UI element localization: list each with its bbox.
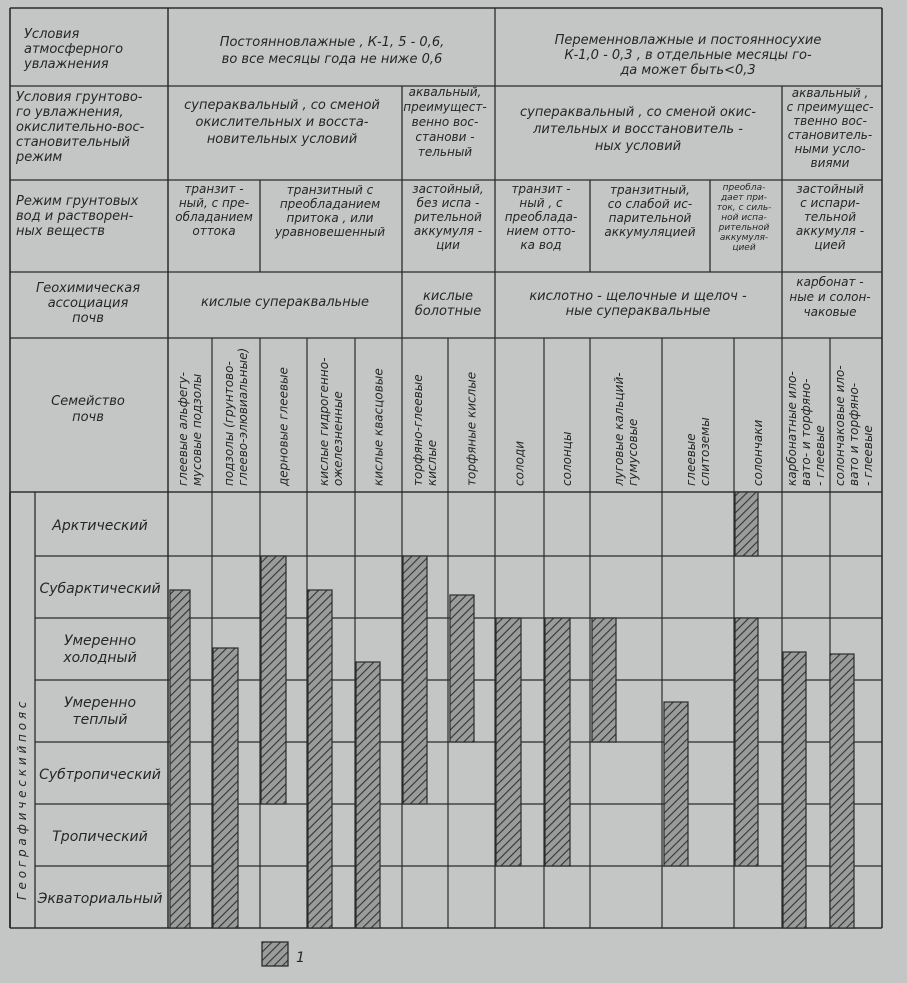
row3-c7-line: тельной xyxy=(803,210,857,224)
row3-c7 xyxy=(796,182,864,252)
row1-group-b-line: да может быть<0,3 xyxy=(620,63,756,78)
family-name-2-line-0: дерновые глеевые xyxy=(276,367,291,486)
row5-label-line: Семейство xyxy=(51,394,125,409)
row3-c2-line: преобладанием xyxy=(279,197,381,211)
family-name-7-line-0: солоди xyxy=(512,440,527,486)
row3-c2-line: транзитный с xyxy=(286,183,374,197)
row2-aqual-a-line: станови - xyxy=(415,130,475,144)
row3-c2-line: притока , или xyxy=(286,211,374,225)
row3-c5 xyxy=(604,183,695,239)
belt-2-line: Умеренно xyxy=(63,633,137,649)
belt-3-line: Умеренно xyxy=(63,695,137,711)
row3-c7-line: цией xyxy=(814,238,846,252)
belt-5 xyxy=(52,829,148,845)
row2-aqual-b-line: виями xyxy=(810,156,850,170)
row2-suphraqual-a-line: новительных условий xyxy=(206,132,358,147)
family-name-0-line-0: глеевые альфегу- xyxy=(176,372,190,486)
row2-label-line: окислительно-вос- xyxy=(16,120,145,135)
row3-c6 xyxy=(717,183,772,253)
row2-suphraqual-b-line: лительных и восстановитель - xyxy=(533,122,743,137)
row1-label-line: атмосферного xyxy=(24,42,124,57)
row5-label-line: почв xyxy=(72,410,104,425)
row4-c3-line: кислотно - щелочные и щелоч - xyxy=(529,289,747,304)
row4-c3-line: ные суперaквальные xyxy=(565,304,711,319)
row4-label xyxy=(36,281,140,326)
row1-label xyxy=(23,27,123,72)
row3-label-line: Режим грунтовых xyxy=(16,194,139,209)
row3-c7-line: застойный xyxy=(796,182,864,196)
row3-c1-line: ный, с пре- xyxy=(178,196,250,210)
row3-c1-line: оттока xyxy=(192,224,236,238)
row3-c4-line: транзит - xyxy=(511,182,571,196)
row3-c3-line: аккумуля - xyxy=(413,224,483,238)
occurrence-bar xyxy=(735,492,758,556)
row2-suphraqual-a xyxy=(184,98,380,147)
family-name-5-line-0: торфяно-глеевые xyxy=(411,374,425,486)
belt-1-line: Субарктический xyxy=(39,581,161,597)
legend-swatch xyxy=(262,942,288,966)
row3-c6-line: дает при- xyxy=(720,193,768,203)
row3-c7-line: аккумуля - xyxy=(795,224,865,238)
row1-group-a-line: во все месяцы года не ниже 0,6 xyxy=(221,52,443,67)
belt-2-line: холодный xyxy=(63,650,137,666)
family-name-8-line-0: солонцы xyxy=(560,431,574,486)
row2-suphraqual-b-line: суперaквальный , со сменой окис- xyxy=(520,105,756,120)
row3-c2-line: уравновешенный xyxy=(274,225,386,239)
row3-c5-line: парительной xyxy=(608,211,692,225)
legend xyxy=(262,942,305,966)
row4-label-line: Геохимическая xyxy=(35,281,141,296)
row3-c1-line: транзит - xyxy=(184,182,244,196)
family-name-6-line-0: торфяные кислые xyxy=(464,371,479,486)
belt-0 xyxy=(51,518,147,534)
row2-suphraqual-b xyxy=(520,105,756,154)
row2-label-line: становительный xyxy=(16,135,131,150)
row3-c6-line: ток, с силь- xyxy=(716,203,772,213)
family-name-13-line-2: - глеевые xyxy=(861,425,875,486)
row2-suphraqual-b-line: ных условий xyxy=(594,139,682,154)
row5-label xyxy=(51,394,125,425)
row4-c2-line: болотные xyxy=(414,304,482,319)
family-name-9-line-0: луговые кальций- xyxy=(612,372,626,486)
row3-c6-line: преобла- xyxy=(722,183,766,193)
row2-aqual-a-line: венно вос- xyxy=(411,115,479,129)
row1-group-a-line: Постояннoвлажные , К-1, 5 - 0,6, xyxy=(219,35,445,50)
row3-c6-line: ной испа- xyxy=(721,213,767,223)
occurrence-bar xyxy=(735,618,758,866)
family-name-10-line-1: слитоземы xyxy=(698,417,712,486)
occurrence-bar xyxy=(170,590,190,928)
row2-aqual-b-line: аквальный , xyxy=(791,86,869,100)
row2-label-line: режим xyxy=(16,150,63,165)
belt-2 xyxy=(62,633,136,666)
belt-5-line: Тропический xyxy=(52,829,148,845)
belt-4-line: Субтропический xyxy=(39,767,161,783)
row3-c4-line: ный , с xyxy=(519,196,563,210)
occurrence-bar xyxy=(664,702,688,866)
occurrence-bar xyxy=(261,556,286,804)
row4-c4-line: чаковые xyxy=(803,305,857,319)
row4-label-line: почв xyxy=(72,311,104,326)
row3-c6-line: цией xyxy=(732,243,756,253)
occurrence-bar xyxy=(830,654,854,928)
family-name-3-line-0: кислые гидрогенно- xyxy=(317,357,331,486)
row3-c5-line: со слабой ис- xyxy=(607,197,693,211)
row3-c4-line: ка вод xyxy=(520,238,562,252)
occurrence-bar xyxy=(496,618,521,866)
row3-c3-line: застойный, xyxy=(412,182,484,196)
row1-label-line: Условия xyxy=(24,27,80,42)
belt-axis-title: Г е о г р а ф и ч е с к и й п о я с xyxy=(15,701,29,900)
occurrence-bar xyxy=(213,648,238,928)
row3-c5-line: транзитный, xyxy=(610,183,690,197)
row2-aqual-b-line: с преимущес- xyxy=(786,100,874,114)
row3-c3-line: без испа - xyxy=(416,196,480,210)
row4-c2-line: кислые xyxy=(422,289,474,304)
row3-c1-line: обладанием xyxy=(175,210,253,224)
row3-c6-line: аккумуля- xyxy=(719,233,769,243)
row2-label-line: го увлажнения, xyxy=(16,105,124,120)
family-name-4-line-0: кислые квасцовые xyxy=(371,368,386,486)
family-name-13-line-0: солончаковые ило- xyxy=(833,365,847,486)
row3-c3-line: рительной xyxy=(414,210,482,224)
family-name-12-line-1: вато- и торфяно- xyxy=(799,378,813,486)
row2-aqual-b-line: твенно вос- xyxy=(793,114,867,128)
row4-c4-line: ные и солон- xyxy=(789,290,871,304)
row2-aqual-b-line: ными усло- xyxy=(794,142,866,156)
family-name-10-line-0: глеевые xyxy=(684,433,698,486)
family-name-12-line-2: - глеевые xyxy=(813,425,827,486)
row2-label xyxy=(15,90,145,165)
row3-c4-line: нием отто- xyxy=(506,224,576,238)
occurrence-bars xyxy=(170,492,854,928)
occurrence-bar xyxy=(356,662,380,928)
belt-4 xyxy=(39,767,161,783)
belt-6 xyxy=(37,891,163,907)
row2-suphraqual-a-line: суперaквальный , со сменой xyxy=(184,98,380,113)
row2-aqual-a xyxy=(403,85,486,159)
row1-group-b-line: К-1,0 - 0,3 , в отдельные месяцы го- xyxy=(564,48,812,63)
belt-6-line: Экваториальный xyxy=(37,891,163,907)
row2-aqual-a-line: преимущест- xyxy=(403,100,487,114)
row2-label-line: Условия грунтово- xyxy=(16,90,143,105)
row3-label-line: вод и растворен- xyxy=(16,209,134,224)
family-name-0-line-1: мусовые подзолы xyxy=(190,373,204,486)
row3-c4 xyxy=(505,182,578,252)
occurrence-bar xyxy=(403,556,427,804)
family-name-1-line-0: подзолы (грунтово- xyxy=(222,361,236,486)
row2-aqual-a-line: тельный xyxy=(417,145,473,159)
row4-c3 xyxy=(529,289,747,319)
row4-c1 xyxy=(201,295,369,310)
occurrence-bar xyxy=(545,618,570,866)
row2-aqual-a-line: аквальный, xyxy=(408,85,482,99)
row1-group-a xyxy=(220,35,444,67)
row1-group-b-line: Переменновлажные и постоянносухие xyxy=(554,33,822,48)
row3-c6-line: рительной xyxy=(718,223,770,233)
row2-suphraqual-a-line: окислительных и восста- xyxy=(195,115,369,130)
family-name-1-line-1: глеево-элювиальные) xyxy=(236,347,250,486)
row4-c1-line: кислые суперaквальные xyxy=(201,295,369,310)
occurrence-bar xyxy=(450,595,474,742)
row4-c4 xyxy=(789,275,870,319)
belt-1 xyxy=(39,581,160,597)
occurrence-bar xyxy=(592,618,616,742)
row3-c2 xyxy=(274,183,385,239)
row3-label xyxy=(16,194,139,239)
legend-label: 1 xyxy=(296,950,305,966)
belt-3-line: теплый xyxy=(72,712,128,728)
row3-label-line: ных веществ xyxy=(16,224,105,239)
row3-c7-line: с испари- xyxy=(800,196,860,210)
family-name-5-line-1: кислые xyxy=(425,439,439,486)
family-name-13-line-1: вато и торфяно- xyxy=(847,382,861,486)
belt-3 xyxy=(64,695,136,728)
family-name-3-line-1: ожелезненные xyxy=(331,391,345,486)
row3-c5-line: аккумуляцией xyxy=(604,225,696,239)
family-name-11-line-0: солончаки xyxy=(751,419,765,486)
row2-aqual-b xyxy=(787,86,874,170)
row2-aqual-b-line: становитель- xyxy=(787,128,873,142)
family-name-12-line-0: карбонатные ило- xyxy=(785,371,799,486)
row4-c2 xyxy=(415,289,482,319)
row4-label-line: ассоциация xyxy=(47,296,129,311)
row3-c3-line: ции xyxy=(436,238,460,252)
row4-c4-line: карбонат - xyxy=(796,275,864,289)
family-name-9-line-1: гумусовые xyxy=(626,418,640,486)
row3-c1 xyxy=(175,182,253,238)
belt-0-line: Арктический xyxy=(52,518,148,534)
row3-c4-line: преоблада- xyxy=(504,210,578,224)
occurrence-bar xyxy=(783,652,806,928)
row1-label-line: увлажнения xyxy=(24,57,109,72)
row1-group-b xyxy=(555,33,822,78)
row3-c3 xyxy=(412,182,483,252)
occurrence-bar xyxy=(308,590,332,928)
